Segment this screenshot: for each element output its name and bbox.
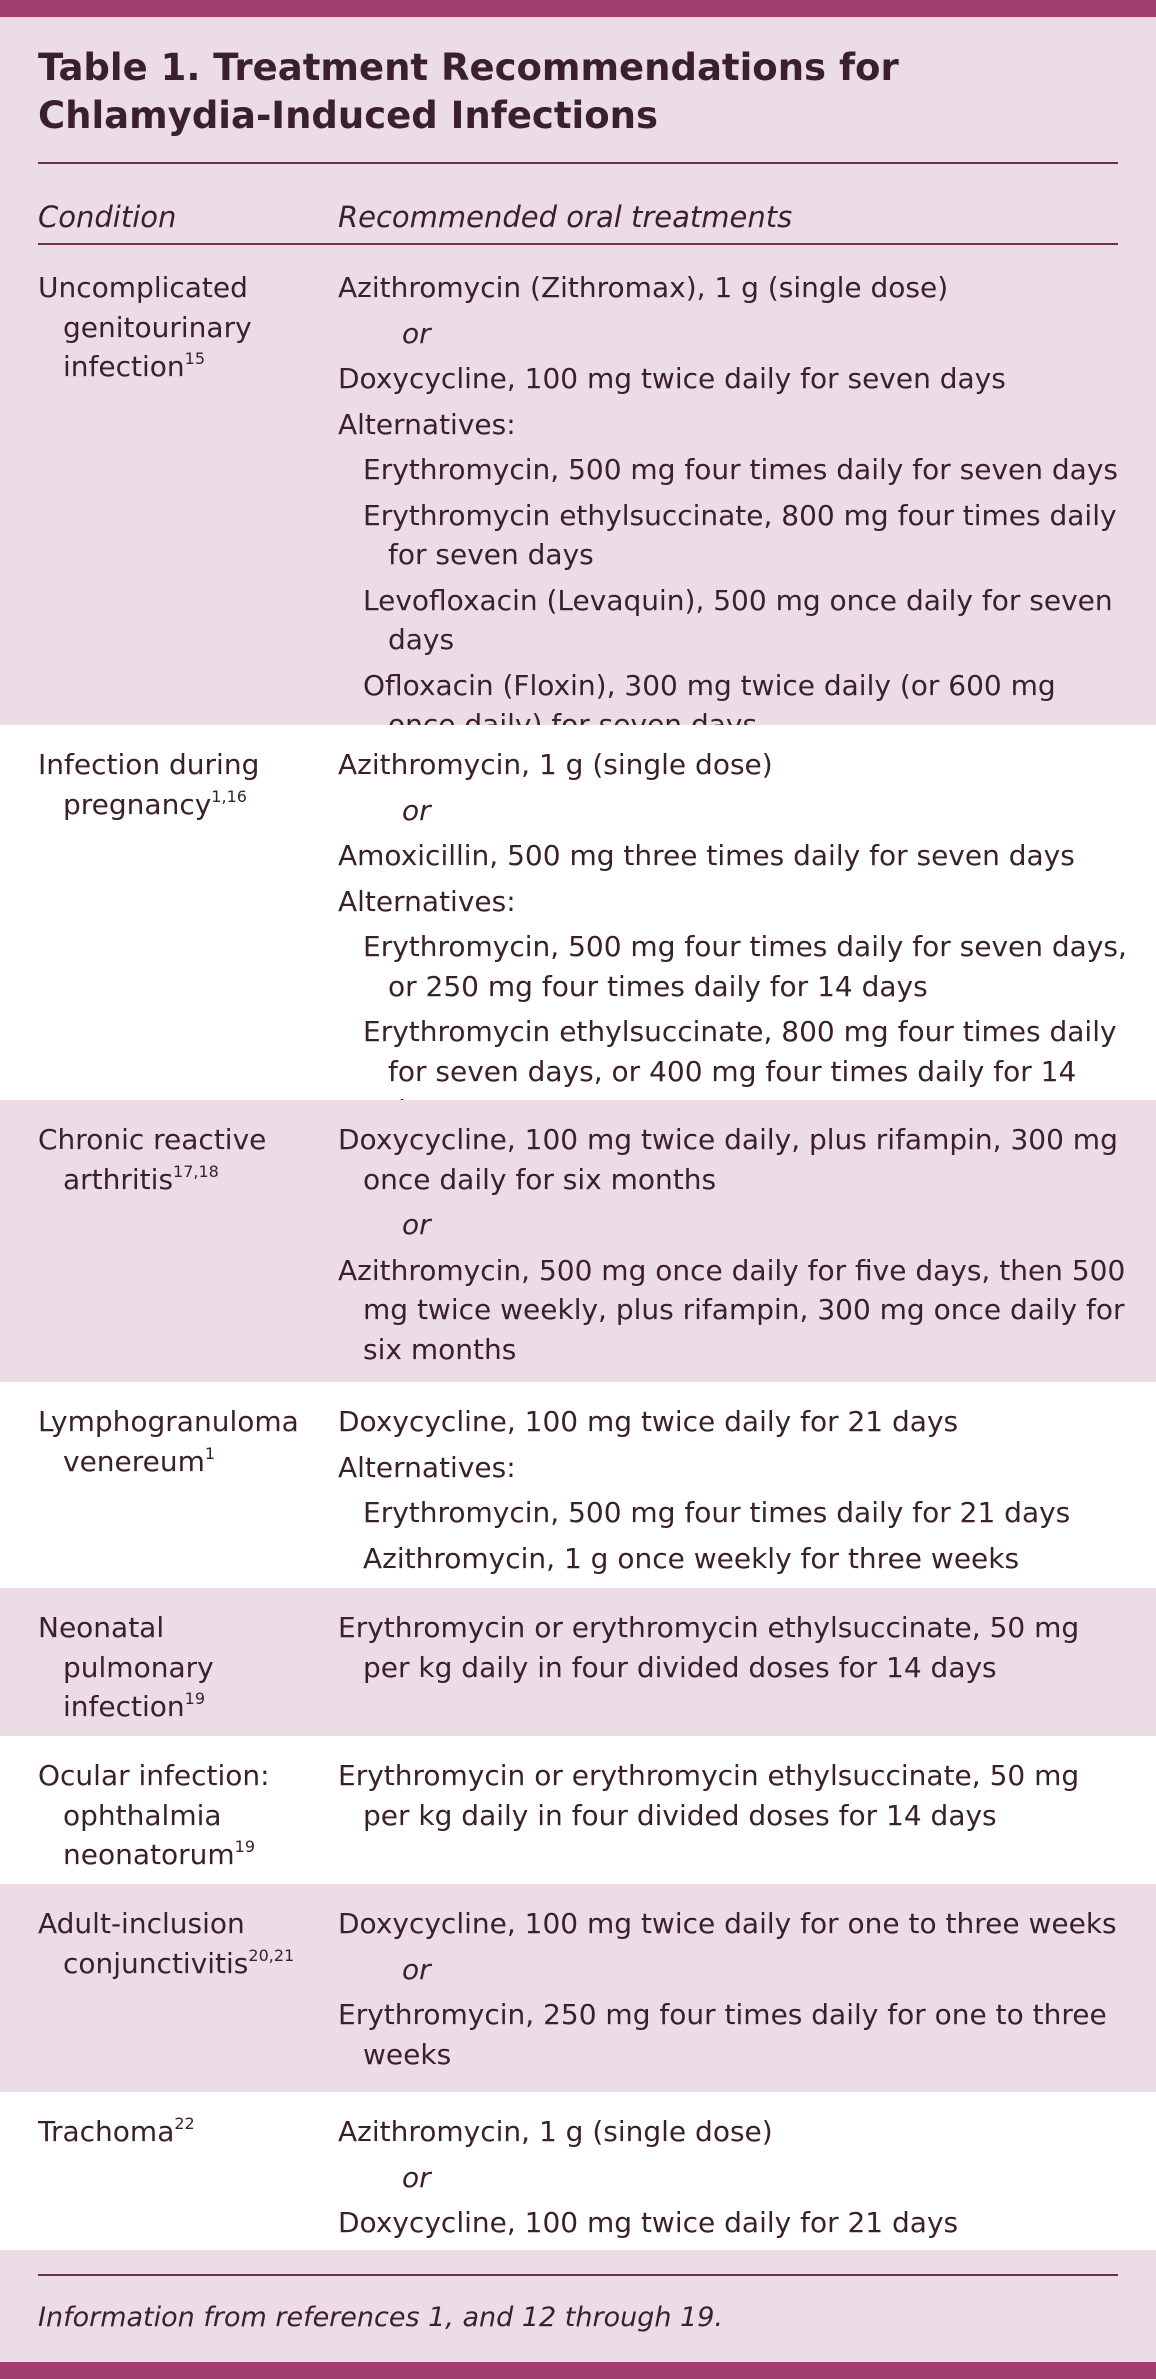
or-connector: or xyxy=(402,2160,431,2194)
condition-name: Ocular infection: ophthalmia neonatorum xyxy=(38,1759,270,1871)
condition-name: Uncomplicated genitourinary infection xyxy=(38,271,252,383)
condition-cell xyxy=(38,1904,308,1983)
condition-name: Trachoma xyxy=(38,2115,175,2148)
treatment-line: Erythromycin or erythromycin ethylsuccinate, 50 mg per kg daily in four divided doses for 14 days xyxy=(338,1759,1080,1832)
treatments-cell xyxy=(338,1402,1128,1584)
top-accent-bar xyxy=(0,0,1156,17)
treatment-line: Alternatives: xyxy=(338,407,516,441)
treatment-line: Azithromycin, 1 g (single dose) xyxy=(338,2115,773,2148)
condition-reference: 1 xyxy=(204,1443,216,1463)
alternative-treatment: Erythromycin, 500 mg four times daily for 21 days xyxy=(363,1496,1071,1529)
condition-reference: 20,21 xyxy=(248,1945,295,1965)
header-condition: Condition xyxy=(38,200,177,234)
condition-reference: 22 xyxy=(174,2114,195,2133)
condition-cell xyxy=(38,1608,308,1727)
treatment-line: Erythromycin, 250 mg four times daily for one to three weeks xyxy=(338,1998,1107,2071)
condition-cell xyxy=(38,268,308,387)
treatments-cell xyxy=(338,1904,1128,2080)
table-row xyxy=(0,1736,1156,1884)
table-row xyxy=(0,1884,1156,2092)
header-divider xyxy=(38,243,1118,245)
alternative-treatment: Erythromycin, 500 mg four times daily for seven days, or 250 mg four times daily for 14 days xyxy=(363,930,1127,1003)
condition-cell xyxy=(38,1402,308,1481)
or-connector: or xyxy=(402,1208,431,1241)
treatments-cell xyxy=(338,1120,1128,1375)
table-row xyxy=(0,248,1156,725)
condition-name: Lymphogranuloma venereum xyxy=(38,1405,299,1478)
condition-cell xyxy=(38,1756,308,1875)
title-divider xyxy=(38,162,1118,164)
bottom-accent-bar xyxy=(0,2362,1156,2379)
table-row xyxy=(0,1382,1156,1588)
footnote: Information from references 1, and 12 through 19. xyxy=(38,2302,723,2333)
alternative-treatment: Erythromycin, 500 mg four times daily for seven days xyxy=(363,453,1118,486)
table-row xyxy=(0,1100,1156,1382)
condition-reference: 19 xyxy=(184,1689,205,1708)
condition-reference: 19 xyxy=(234,1837,256,1856)
or-connector: or xyxy=(402,1952,431,1986)
treatment-line: Azithromycin, 1 g (single dose) xyxy=(338,748,773,781)
condition-reference: 17,18 xyxy=(173,1161,219,1181)
condition-name: Neonatal pulmonary infection xyxy=(38,1611,214,1723)
treatment-line: Doxycycline, 100 mg twice daily, plus rifampin, 300 mg once daily for six months xyxy=(338,1123,1118,1196)
treatments-cell xyxy=(338,268,1128,751)
alternative-treatment: Erythromycin ethylsuccinate, 800 mg four times daily for seven days, or 400 mg four times daily for 14 xyxy=(363,1015,1117,1088)
treatment-line: Amoxicillin, 500 mg three times daily for seven days xyxy=(338,839,1075,872)
treatment-line: Azithromycin, 500 mg once daily for five days, then 500 mg twice weekly, plus rifampin, 300 mg once daily for six months xyxy=(338,1253,1126,1366)
alternative-treatment: Erythromycin ethylsuccinate, 800 mg four times daily for seven days xyxy=(363,498,1117,571)
condition-cell xyxy=(38,1120,308,1199)
condition-name: Adult-inclusion conjunctivitis xyxy=(38,1907,249,1980)
header-treatments: Recommended oral treatments xyxy=(338,200,793,234)
treatments-cell xyxy=(338,2112,1128,2249)
condition-cell xyxy=(38,745,308,824)
table-row xyxy=(0,725,1156,1100)
condition-cell xyxy=(38,2112,308,2152)
treatment-line: Alternatives: xyxy=(338,884,516,918)
treatment-line: Alternatives: xyxy=(338,1450,516,1484)
condition-reference: 15 xyxy=(184,349,205,368)
or-connector: or xyxy=(402,793,431,827)
alternative-treatment: Ofloxacin (Floxin), 300 mg twice daily (or 600 mg xyxy=(363,668,1056,702)
treatment-line: Doxycycline, 100 mg twice daily for 21 days xyxy=(338,2206,959,2239)
table-title: Table 1. Treatment Recommendations for Chlamydia-Induced Infections xyxy=(38,46,899,137)
treatments-cell xyxy=(338,1756,1128,1841)
condition-name: Infection during pregnancy xyxy=(38,748,260,821)
condition-name: Chronic reactive arthritis xyxy=(38,1123,267,1196)
condition-reference: 1,16 xyxy=(211,786,247,806)
table-row xyxy=(0,1588,1156,1736)
table-row xyxy=(0,2092,1156,2250)
treatment-line: Azithromycin (Zithromax), 1 g (single dose) xyxy=(338,271,949,304)
treatment-line: Doxycycline, 100 mg twice daily for one to three weeks xyxy=(338,1907,1117,1940)
treatment-line: Doxycycline, 100 mg twice daily for 21 days xyxy=(338,1405,959,1438)
alternative-treatment: Levofloxacin (Levaquin), 500 mg once daily for seven days xyxy=(363,583,1113,656)
treatment-line: Erythromycin or erythromycin ethylsuccinate, 50 mg per kg daily in four divided doses for 14 days xyxy=(338,1611,1080,1684)
alternative-treatment: Azithromycin, 1 g once weekly for three weeks xyxy=(363,1541,1020,1575)
treatments-cell xyxy=(338,1608,1128,1693)
footnote-divider xyxy=(38,2274,1118,2276)
or-connector: or xyxy=(402,316,431,350)
treatment-line: Doxycycline, 100 mg twice daily for seven days xyxy=(338,362,1006,395)
treatments-cell xyxy=(338,745,1128,1137)
